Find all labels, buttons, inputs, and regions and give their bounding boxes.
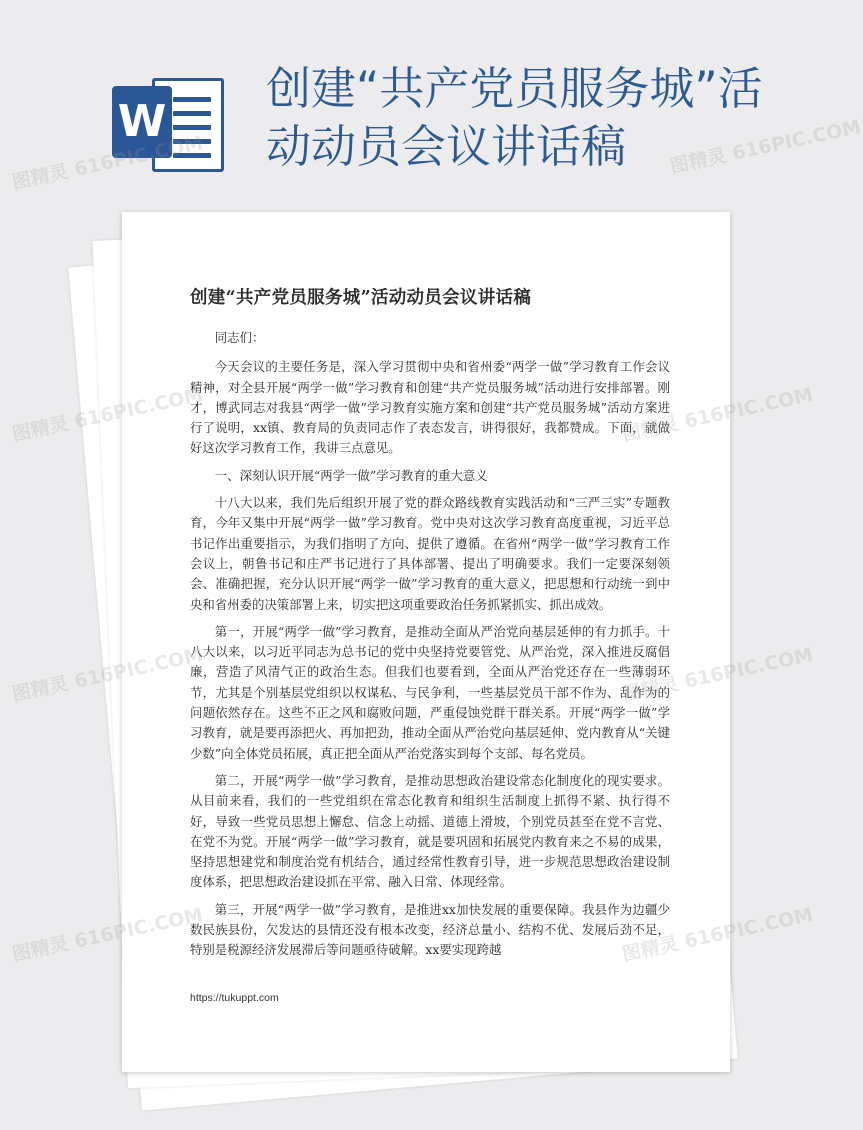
paragraph-point-1: 第一，开展“两学一做”学习教育，是推动全面从严治党向基层延伸的有力抓手。十八大以来，以习近平同志为总书记的党中央坚持党要管党、从严治党，深入推进反腐倡廉，营造了风清气正的政治生态。但我们也要看到，全面从严治党还存在一些薄弱环节，尤其是个别基层党组织以权谋私、与民争利，一些基层党员干部不作为、乱作为的问题依然存在。这些不正之风和腐败问题，严重侵蚀党群干群关系。开展“两学一做”学习教育，就是要再添把火、再加把劲，推动全面从严治党向基层延伸、党内教育从“关键少数”向全体党员拓展，真正把全面从严治党落实到每个支部、每名党员。 [190,623,670,761]
word-badge: W [112,86,172,158]
watermark: 图精灵 616PIC.COM [620,383,815,446]
watermark: 图精灵 616PIC.COM [620,903,815,966]
document-body [190,328,670,968]
footer-url: https://tukuppt.com [190,992,279,1004]
watermark: 图精灵 616PIC.COM [10,903,205,966]
watermark: 图精灵 616PIC.COM [10,131,205,194]
section-heading-1: 一、深刻认识开展“两学一做”学习教育的重大意义 [214,467,488,483]
watermark: 图精灵 616PIC.COM [668,115,863,178]
document-page [122,212,730,1072]
paragraph-intro: 今天会议的主要任务是，深入学习贯彻中央和省州委“两学一做”学习教育工作会议精神，对全县开展“两学一做”学习教育和创建“共产党员服务城”活动进行安排部署。刚才，博武同志对我县“两学一做”学习教育实施方案和创建“共产党员服务城”活动方案进行了说明，xx镇、教育局的负责同志作了表态发言，讲得很好，我都赞成。下面，就做好这次学习教育工作，我讲三点意见。 [190,359,670,456]
paragraph-point-2: 第二，开展“两学一做”学习教育，是推动思想政治建设常态化制度化的现实要求。从目前来看，我们的一些党组织在常态化教育和组织生活制度上抓得不紧、执行得不好，导致一些党员思想上懈怠、信念上动摇、道德上滑坡，个别党员甚至在党不言党、在党不为党。开展“两学一做”学习教育，就是要巩固和拓展党内教育来之不易的成果，坚持思想建党和制度治党有机结合，通过经常性教育引导，进一步规范思想政治建设制度体系，把思想政治建设抓在平常、融入日常、体现经常。 [190,772,670,890]
greeting: 同志们： [214,330,265,345]
paragraph-point-3: 第三，开展“两学一做”学习教育，是推进xx加快发展的重要保障。我县作为边疆少数民族县份，欠发达的县情还没有根本改变，经济总量小、结构不优、发展后劲不足，特别是税源经济发展滞后等问题亟待破解。xx要实现跨越 [190,901,670,958]
watermark: 图精灵 616PIC.COM [10,383,205,446]
watermark: 图精灵 616PIC.COM [620,643,815,706]
banner-title: 创建“共产党员服务城”活动动员会议讲话稿 [266,62,763,173]
watermark: 图精灵 616PIC.COM [10,643,205,706]
word-document-icon [112,74,222,170]
paragraph-background: 十八大以来，我们先后组织开展了党的群众路线教育实践活动和“三严三实”专题教育，今年又集中开展“两学一做”学习教育。党中央对这次学习教育高度重视，习近平总书记作出重要指示，为我们指明了方向、提供了遵循。在省州“两学一做”学习教育工作会议上，朝鲁书记和庄严书记进行了具体部署、提出了明确要求。我们一定要深刻领会、准确把握，充分认识开展“两学一做”学习教育的重大意义，把思想和行动统一到中央和省州委的决策部署上来，切实把这项重要政治任务抓紧抓实、抓出成效。 [190,495,670,612]
document-title: 创建“共产党员服务城”活动动员会议讲话稿 [190,288,532,308]
